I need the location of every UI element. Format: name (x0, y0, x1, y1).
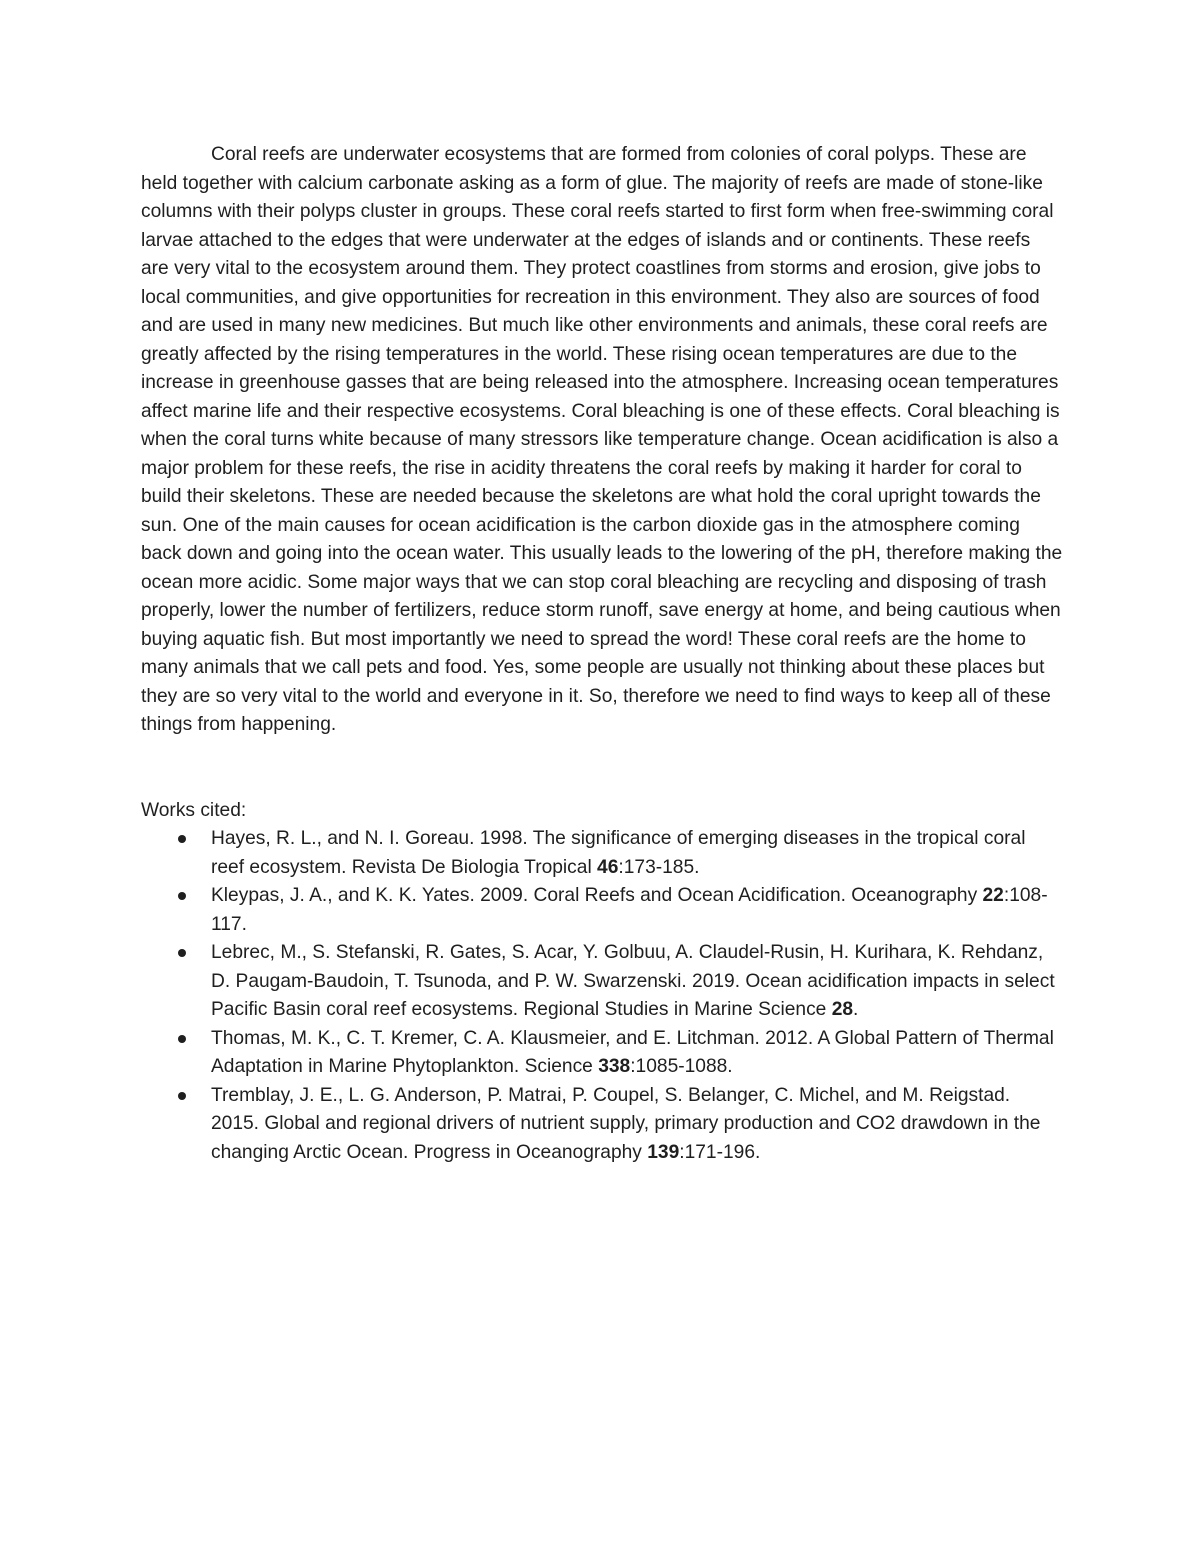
document-page (141, 141, 1063, 1167)
bullet-icon (178, 1035, 186, 1043)
citation-volume: 22 (982, 885, 1004, 906)
works-cited-section (141, 797, 1063, 1168)
bullet-icon (178, 949, 186, 957)
bullet-icon (178, 1092, 186, 1100)
essay-paragraph: Coral reefs are underwater ecosystems that are formed from colonies of coral polyps. These are held together with calcium carbonate asking as a form of glue. The majority of reefs are made of stone-like columns with their polyps cluster in groups. These coral reefs started to first form when free-swimming coral larvae attached to the edges that were underwater at the edges of islands and or continents. These reefs are very vital to the ecosystem around them. They protect coastlines from storms and erosion, give jobs to local communities, and give opportunities for recreation in this environment. They also are sources of food and are used in many new medicines. But much like other environments and animals, these coral reefs are greatly affected by the rising temperatures in the world. These rising ocean temperatures are due to the increase in greenhouse gasses that are being released into the atmosphere. Increasing ocean temperatures affect marine life and their respective ecosystems. Coral bleaching is one of these effects. Coral bleaching is when the coral turns white because of many stressors like temperature change. Ocean acidification is also a major problem for these reefs, the rise in acidity threatens the coral reefs by making it harder for coral to build their skeletons. These are needed because the skeletons are what hold the coral upright towards the sun. One of the main causes for ocean acidification is the carbon dioxide gas in the atmosphere coming back down and going into the ocean water. This usually leads to the lowering of the pH, therefore making the ocean more acidic. Some major ways that we can stop coral bleaching are recycling and disposing of trash properly, lower the number of fertilizers, reduce storm runoff, save energy at home, and being cautious when buying aquatic fish. But most importantly we need to spread the word! These coral reefs are the home to many animals that we call pets and food. Yes, some people are usually not thinking about these places but they are so very vital to the world and everyone in it. So, therefore we need to find ways to keep all of these things from happening. (141, 144, 1063, 735)
citation-volume: 46 (597, 856, 619, 878)
citation-list (141, 825, 1063, 1167)
citation-item (141, 1025, 1063, 1082)
bullet-icon (178, 892, 186, 900)
works-cited-heading: Works cited: (141, 799, 247, 821)
citation-text: Hayes, R. L., and N. I. Goreau. 1998. The significance of emerging diseases in the tropical coral reef ecosystem. Revista De Biologia Tropical (211, 828, 1026, 878)
citation-pages: :1085-1088. (630, 1056, 733, 1077)
citation-item (141, 1082, 1063, 1168)
citation-pages: :173-185. (618, 856, 700, 878)
citation-pages: :171-196. (679, 1141, 761, 1163)
citation-text: Tremblay, J. E., L. G. Anderson, P. Matrai, P. Coupel, S. Belanger, C. Michel, and M. Reigstad. 2015. Global and regional drivers of nutrient supply, primary production and CO2 drawdown in the changing Arctic Ocean. Progress in Oceanography (211, 1084, 1041, 1163)
citation-text: Kleypas, J. A., and K. K. Yates. 2009. Coral Reefs and Ocean Acidification. Oceanography (211, 885, 983, 906)
citation-volume: 28 (831, 999, 854, 1020)
bullet-icon (178, 835, 186, 843)
citation-item (141, 825, 1063, 882)
citation-pages: . (853, 999, 859, 1020)
citation-item (141, 939, 1063, 1025)
citation-text: Thomas, M. K., C. T. Kremer, C. A. Klausmeier, and E. Litchman. 2012. A Global Pattern of Thermal Adaptation in Marine Phytoplankton. Science (211, 1027, 1054, 1077)
citation-item (141, 882, 1063, 939)
citation-volume: 139 (647, 1141, 680, 1163)
citation-pages: :108-117. (211, 885, 1048, 935)
citation-volume: 338 (598, 1056, 631, 1077)
citation-text: Lebrec, M., S. Stefanski, R. Gates, S. Acar, Y. Golbuu, A. Claudel-Rusin, H. Kurihara, K. Rehdanz, D. Paugam-Baudoin, T. Tsunoda, and P. W. Swarzenski. 2019. Ocean acidification impacts in select Pacific Basin coral reef ecosystems. Regional Studies in Marine Science (211, 942, 1055, 1020)
